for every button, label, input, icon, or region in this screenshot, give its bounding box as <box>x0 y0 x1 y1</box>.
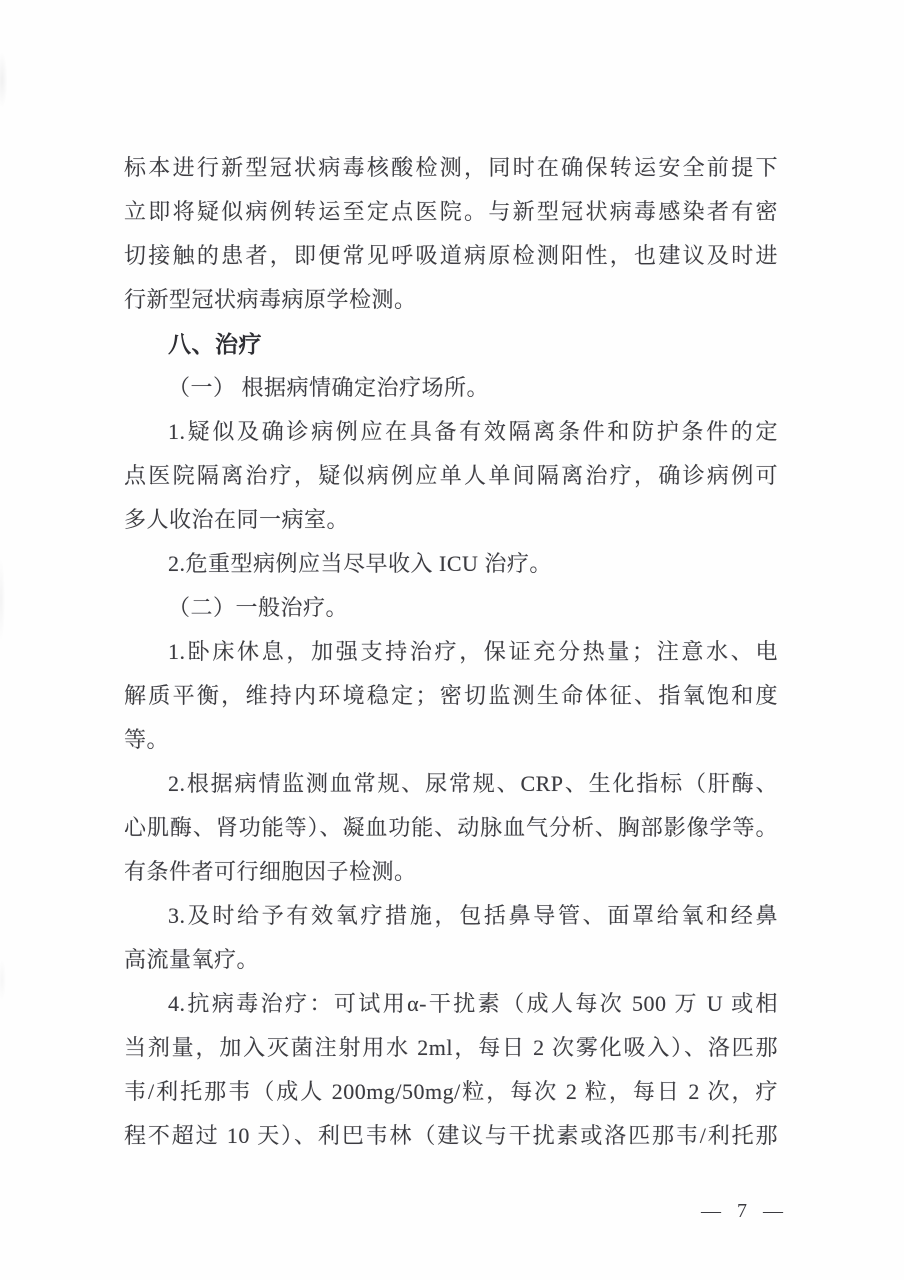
section-heading: 八、治疗 <box>168 331 262 357</box>
subsection-heading: （一） 根据病情确定治疗场所。 <box>168 375 490 400</box>
text-line: 解质平衡，维持内环境稳定；密切监测生命体征、指氧饱和度 <box>124 683 778 708</box>
text-line: 1.卧床休息，加强支持治疗，保证充分热量；注意水、电 <box>168 639 778 664</box>
text-line: 2.根据病情监测血常规、尿常规、CRP、生化指标（肝酶、 <box>168 771 778 796</box>
text-line: 韦/利托那韦（成人 200mg/50mg/粒，每次 2 粒，每日 2 次，疗 <box>124 1079 778 1104</box>
text-line: 当剂量，加入灭菌注射用水 2ml，每日 2 次雾化吸入）、洛匹那 <box>124 1035 778 1060</box>
text-line: 1.疑似及确诊病例应在具备有效隔离条件和防护条件的定 <box>168 419 778 444</box>
text-line: 2.危重型病例应当尽早收入 ICU 治疗。 <box>168 551 552 576</box>
text-line: 多人收治在同一病室。 <box>124 507 350 532</box>
page-content <box>124 146 778 1158</box>
page-footer <box>701 1198 784 1224</box>
text-line: 点医院隔离治疗，疑似病例应单人单间隔离治疗，确诊病例可 <box>124 463 778 488</box>
text-line: 有条件者可行细胞因子检测。 <box>124 859 417 884</box>
text-line: 心肌酶、肾功能等）、凝血功能、动脉血气分析、胸部影像学等。 <box>124 815 778 840</box>
text-line: 高流量氧疗。 <box>124 947 260 972</box>
text-line: 切接触的患者，即便常见呼吸道病原检测阳性，也建议及时进 <box>124 243 778 268</box>
text-line: 等。 <box>124 727 170 752</box>
text-line: 程不超过 10 天）、利巴韦林（建议与干扰素或洛匹那韦/利托那 <box>124 1123 778 1148</box>
text-line: 立即将疑似病例转运至定点医院。与新型冠状病毒感染者有密 <box>124 199 778 224</box>
page-number: — 7 — <box>701 1200 784 1222</box>
text-line: 3.及时给予有效氧疗措施，包括鼻导管、面罩给氧和经鼻 <box>168 903 778 928</box>
text-line: 4.抗病毒治疗：可试用α-干扰素（成人每次 500 万 U 或相 <box>168 991 778 1016</box>
subsection-heading: （二）一般治疗。 <box>168 595 349 620</box>
text-line: 行新型冠状病毒病原学检测。 <box>124 287 417 312</box>
text-line: 标本进行新型冠状病毒核酸检测，同时在确保转运安全前提下 <box>124 155 778 180</box>
